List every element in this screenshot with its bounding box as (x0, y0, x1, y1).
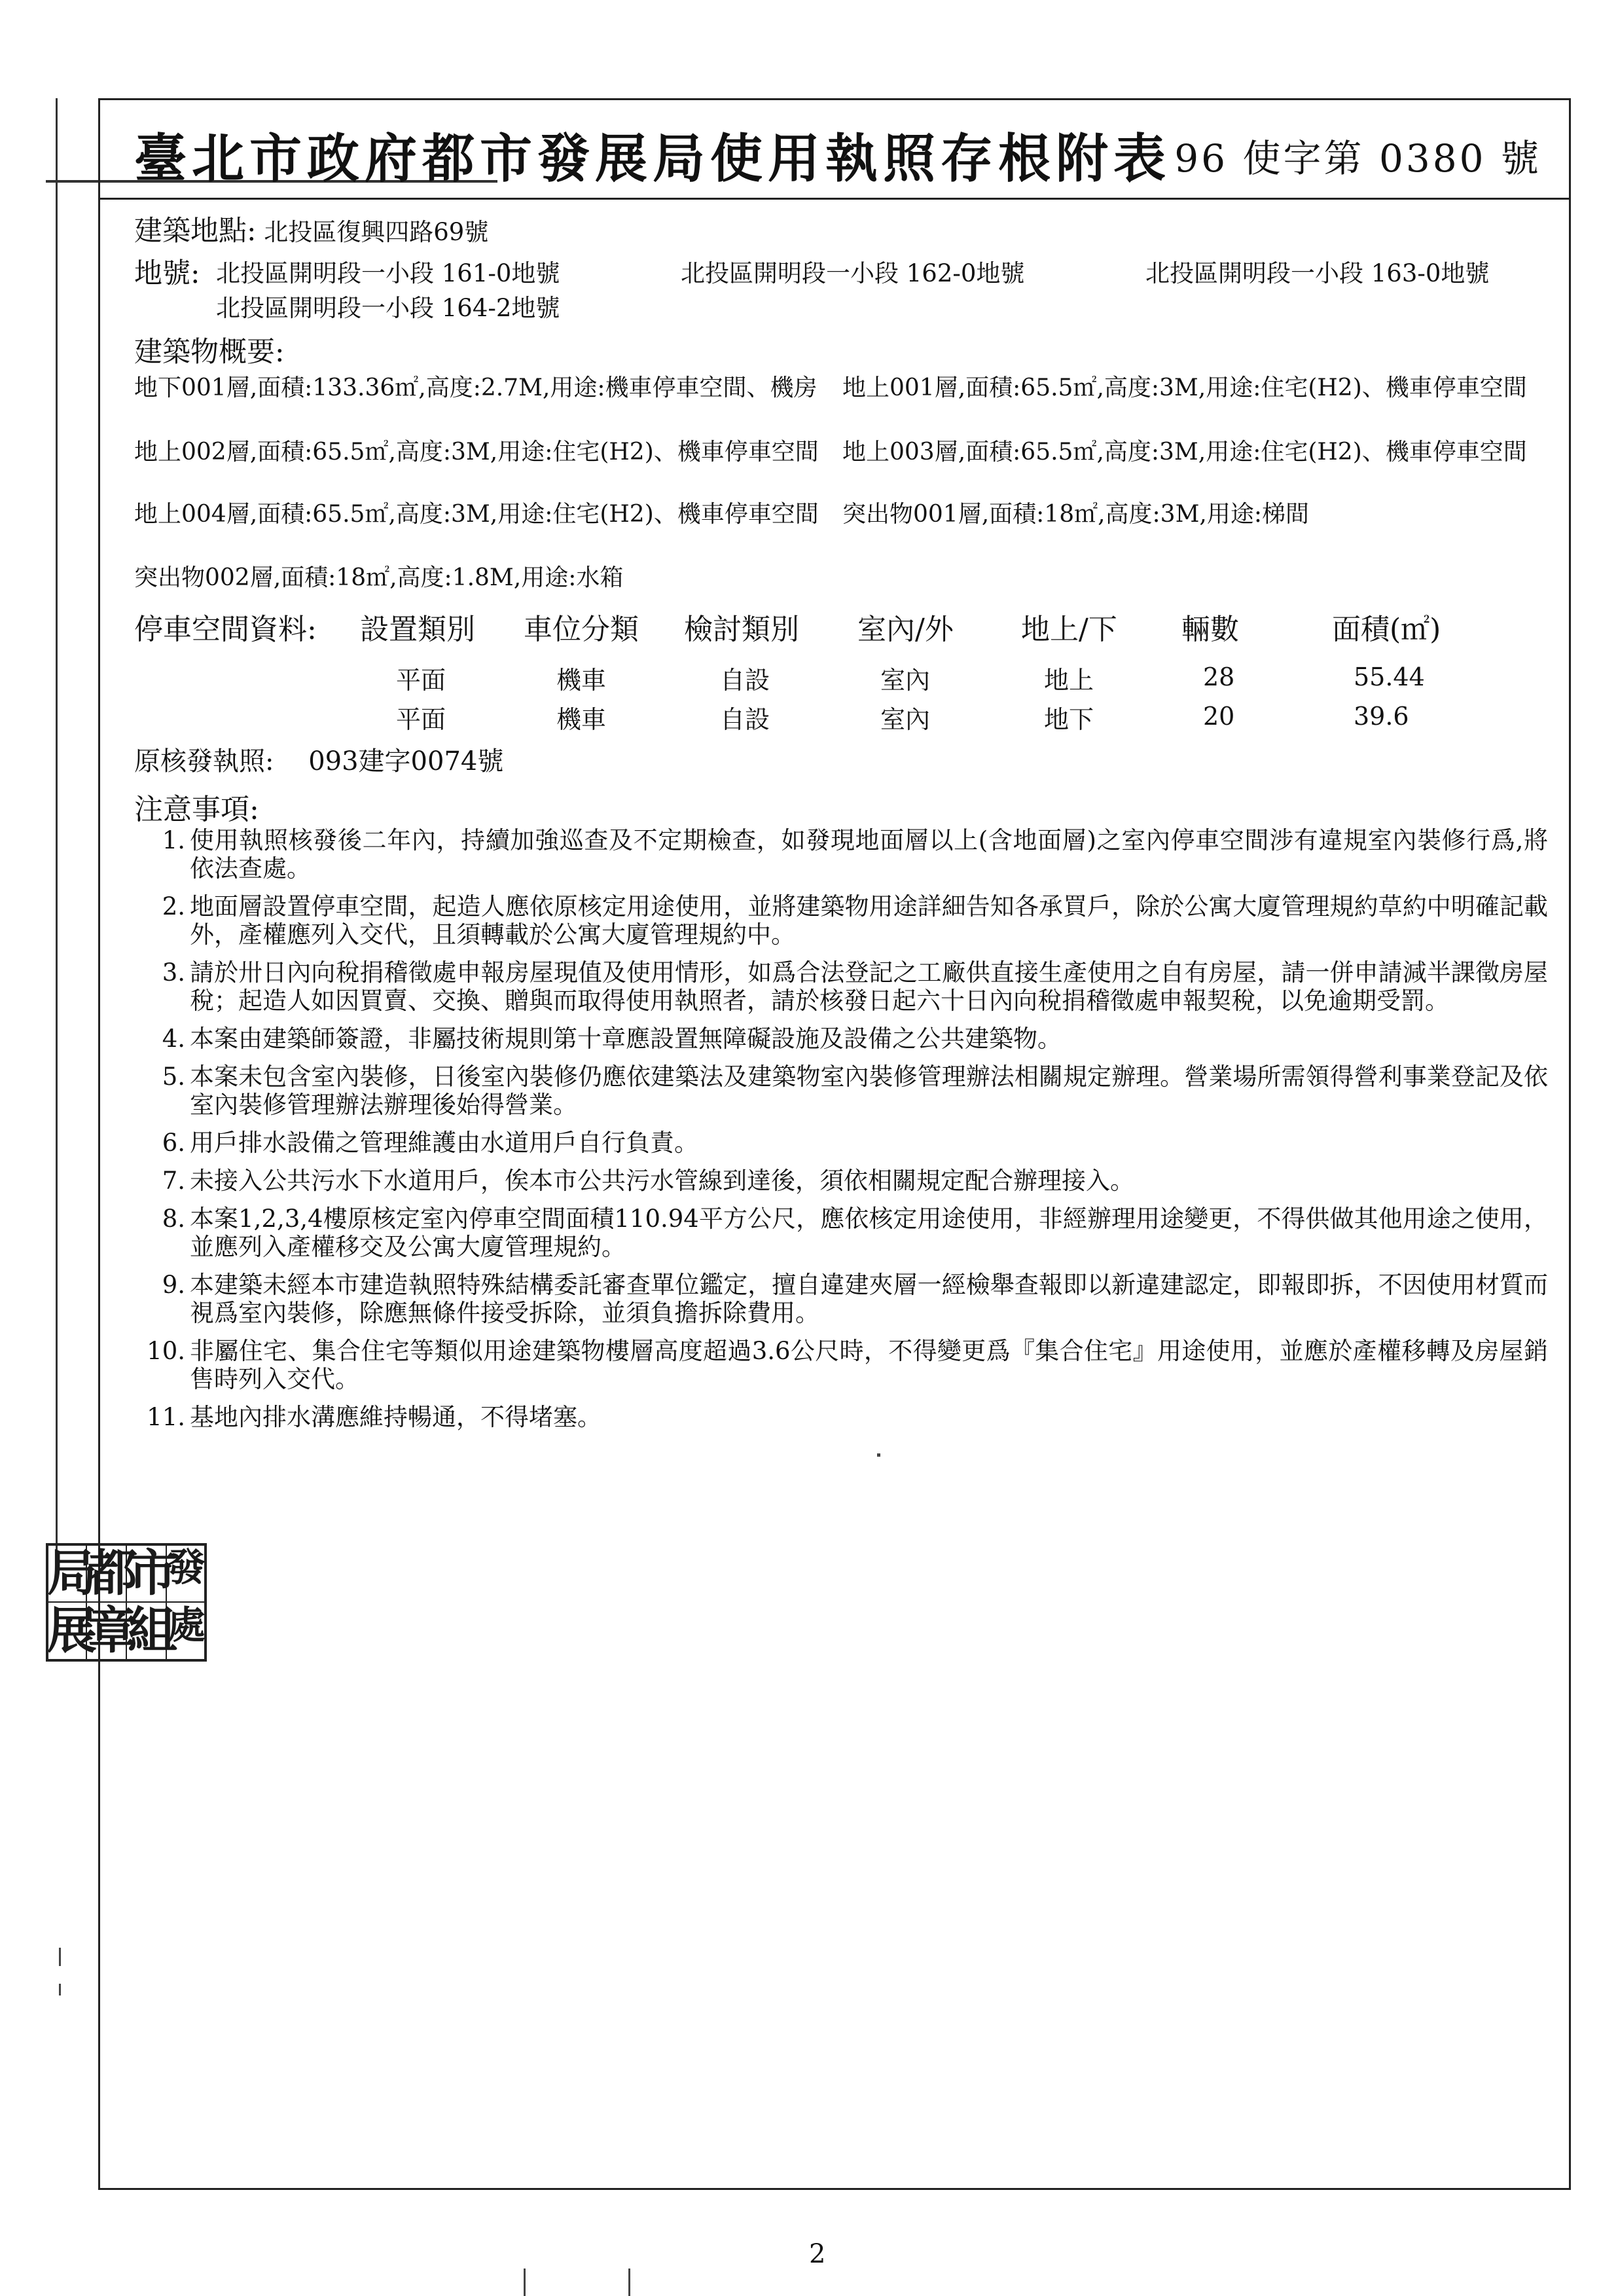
parking-header-class: 車位分類 (524, 613, 639, 646)
note-item (134, 1271, 1548, 1327)
note-number: 9. (162, 1271, 185, 1299)
building-overview-label: 建築物概要: (134, 336, 285, 369)
note-item (134, 826, 1548, 883)
seal-char: 局 (47, 1544, 97, 1602)
lot-number-4: 北投區開明段一小段 164-2地號 (216, 294, 560, 322)
note-number: 2. (162, 892, 185, 920)
note-number: 5. (162, 1063, 185, 1091)
parking-row2-count: 20 (1203, 702, 1235, 731)
seal-char: 組 (128, 1601, 177, 1660)
note-number: 3. (162, 958, 185, 987)
note-text: 本案由建築師簽證，非屬技術規則第十章應設置無障礙設施及設備之公共建築物。 (190, 1025, 1062, 1053)
parking-row2-review: 自設 (720, 705, 770, 734)
site-address-label: 建築地點: (134, 215, 257, 247)
notes-list (134, 826, 1548, 1441)
note-text: 地面層設置停車空間，起造人應依原核定用途使用，並將建築物用途詳細告知各承買戶，除於公寓大廈管理規約草約中明確記載外，產權應列入交代，且須轉載於公寓大廈管理規約中。 (190, 892, 1548, 949)
scan-speck (59, 1984, 61, 1995)
parking-row1-indoor: 室內 (880, 666, 931, 695)
lot-number-3: 北投區開明段一小段 163-0地號 (1145, 259, 1490, 287)
note-number: 11. (147, 1403, 185, 1431)
seal-char: 市 (128, 1544, 177, 1602)
lot-number-1: 北投區開明段一小段 161-0地號 (216, 259, 560, 287)
parking-header-level: 地上/下 (1021, 613, 1117, 646)
note-item (134, 1337, 1548, 1393)
floor-f001: 地上001層,面積:65.5㎡,高度:3M,用途:住宅(H2)、機車停車空間 (842, 374, 1527, 401)
note-text: 本案未包含室內裝修，日後室內裝修仍應依建築法及建築物室內裝修管理辦法相關規定辦理。營業場所需領得營利事業登記及依室內裝修管理辦法辦理後始得營業。 (190, 1063, 1548, 1119)
note-number: 4. (162, 1025, 185, 1053)
note-text: 非屬住宅、集合住宅等類似用途建築物樓層高度超過3.6公尺時，不得變更爲『集合住宅』用途使用，並應於產權移轉及房屋銷售時列入交代。 (190, 1337, 1548, 1393)
note-number: 6. (162, 1129, 185, 1157)
seal-char: 都 (88, 1544, 137, 1602)
parking-row1-type: 平面 (396, 666, 446, 695)
lot-label: 地號: (134, 257, 200, 290)
seal-char: 發 (168, 1545, 206, 1590)
parking-row2-class: 機車 (556, 705, 607, 734)
parking-header-indoor: 室內/外 (857, 613, 954, 646)
parking-row2-level: 地下 (1044, 705, 1094, 734)
parking-header-type: 設置類別 (360, 613, 475, 646)
scan-speck (877, 1453, 880, 1457)
floor-f002: 地上002層,面積:65.5㎡,高度:3M,用途:住宅(H2)、機車停車空間 (134, 439, 819, 465)
note-text: 未接入公共污水下水道用戶，俟本市公共污水管線到達後，須依相關規定配合辦理接入。 (190, 1167, 1134, 1195)
note-item (134, 1167, 1548, 1195)
parking-header-area: 面積(㎡) (1332, 613, 1441, 646)
note-text: 本建築未經本市建造執照特殊結構委託審查單位鑑定，擅自違建夾層一經檢舉查報即以新違建認定，即報即拆，不因使用材質而視爲室內裝修，除應無條件接受拆除，並須負擔拆除費用。 (190, 1271, 1548, 1327)
page-number: 2 (809, 2239, 826, 2269)
parking-row2-indoor: 室內 (880, 705, 931, 734)
parking-row1-level: 地上 (1044, 666, 1094, 695)
official-seal (45, 1542, 208, 1663)
parking-row1-class: 機車 (556, 666, 607, 695)
floor-b001: 地下001層,面積:133.36㎡,高度:2.7M,用途:機車停車空間、機房 (134, 374, 818, 401)
floor-f004: 地上004層,面積:65.5㎡,高度:3M,用途:住宅(H2)、機車停車空間 (134, 501, 819, 528)
parking-row2-type: 平面 (396, 705, 446, 734)
scan-speck (524, 2269, 526, 2296)
floor-roof001: 突出物001層,面積:18㎡,高度:3M,用途:梯間 (842, 501, 1310, 528)
original-permit-value: 093建字0074號 (308, 746, 504, 776)
note-text: 本案1,2,3,4樓原核定室內停車空間面積110.94平方公尺，應依核定用途使用，非經辦理用途變更，不得供做其他用途之使用，並應列入產權移交及公寓大廈管理規約。 (190, 1205, 1548, 1261)
parking-header-review: 檢討類別 (684, 613, 799, 646)
note-item (134, 892, 1548, 949)
site-address-row (134, 216, 488, 247)
parking-row1-review: 自設 (720, 666, 770, 695)
note-item (134, 958, 1548, 1015)
note-number: 8. (162, 1205, 185, 1233)
note-text: 基地內排水溝應維持暢通，不得堵塞。 (190, 1403, 602, 1431)
parking-row1-count: 28 (1203, 663, 1235, 691)
note-number: 7. (162, 1167, 185, 1195)
seal-char: 處 (168, 1603, 206, 1647)
note-text: 使用執照核發後二年內，持續加強巡查及不定期檢查，如發現地面層以上(含地面層)之室內停車空間涉有違規室內裝修行爲,將依法查處。 (190, 826, 1548, 883)
form-title: 臺北市政府都市發展局使用執照存根附表 (134, 128, 1171, 189)
seal-char: 章 (88, 1601, 137, 1660)
parking-label: 停車空間資料: (134, 613, 317, 646)
parking-row2-area: 39.6 (1354, 702, 1409, 731)
lot-number-2: 北投區開明段一小段 162-0地號 (681, 259, 1025, 287)
original-permit-label: 原核發執照: (134, 746, 274, 776)
note-item (134, 1063, 1548, 1119)
floor-f003: 地上003層,面積:65.5㎡,高度:3M,用途:住宅(H2)、機車停車空間 (842, 439, 1527, 465)
notes-title: 注意事項: (134, 793, 259, 826)
note-number: 10. (147, 1337, 185, 1365)
note-item (134, 1403, 1548, 1431)
site-address: 北投區復興四路69號 (264, 218, 489, 246)
parking-header-count: 輛數 (1181, 613, 1239, 646)
note-item (134, 1129, 1548, 1157)
note-number: 1. (162, 826, 185, 854)
scan-speck (59, 1948, 61, 1966)
title-bar (98, 98, 1571, 200)
permit-number: 96 使字第 0380 號 (1174, 136, 1541, 181)
seal-char: 展 (47, 1601, 97, 1660)
note-item (134, 1025, 1548, 1053)
note-item (134, 1205, 1548, 1261)
scan-speck (628, 2269, 630, 2296)
note-text: 請於卅日內向稅捐稽徵處申報房屋現值及使用情形，如爲合法登記之工廠供直接生產使用之自有房屋，請一併申請減半課徵房屋稅；起造人如因買賣、交換、贈與而取得使用執照者，請於核發日起六十日內向稅捐稽徵處申報契稅，以免逾期受罰。 (190, 958, 1548, 1015)
original-permit-row (134, 746, 503, 776)
floor-roof002: 突出物002層,面積:18㎡,高度:1.8M,用途:水箱 (134, 564, 624, 591)
left-margin-line (56, 98, 58, 1578)
parking-row1-area: 55.44 (1354, 663, 1425, 691)
note-text: 用戶排水設備之管理維護由水道用戶自行負責。 (190, 1129, 698, 1157)
